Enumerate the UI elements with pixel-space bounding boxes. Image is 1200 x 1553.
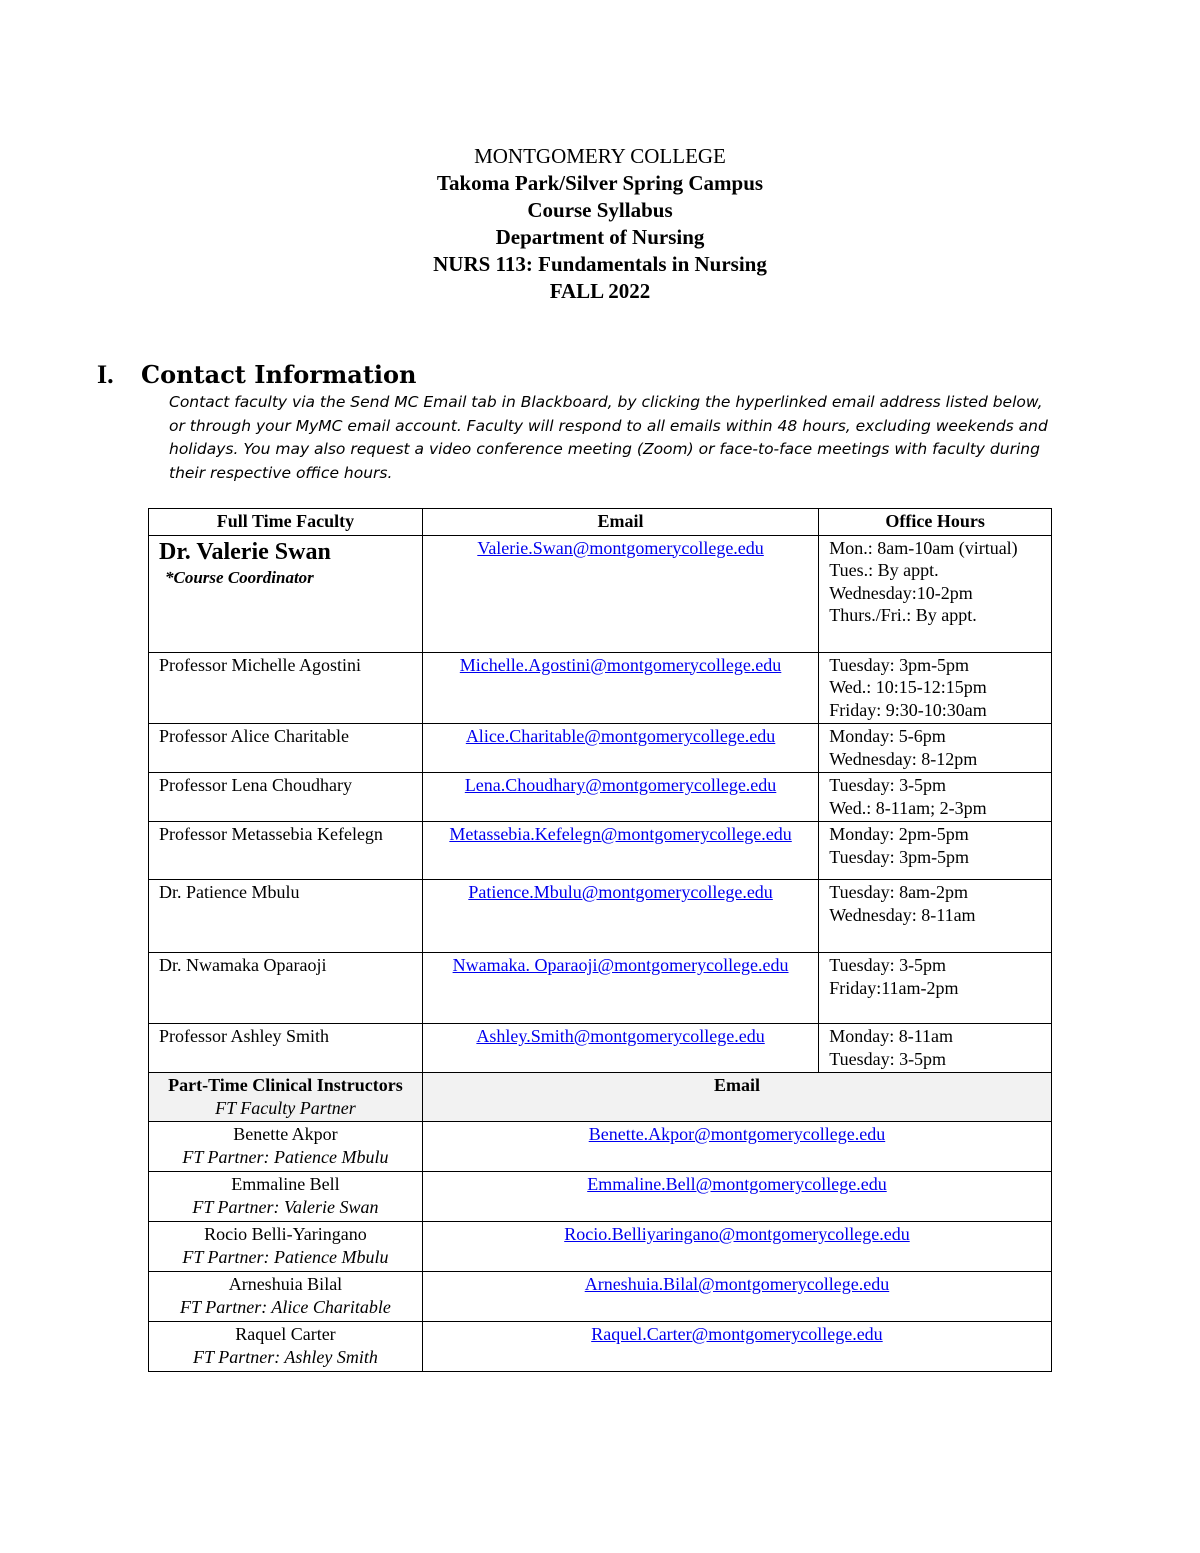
- faculty-hours-cell: [819, 773, 1052, 822]
- instructor-email-link[interactable]: Benette.Akpor@montgomerycollege.edu: [588, 1124, 886, 1144]
- office-hours-line: Monday: 8-11am: [829, 1026, 954, 1046]
- office-hours-line: Wednesday:10-2pm: [829, 582, 973, 603]
- contact-instructions: Contact faculty via the Send MC Email tab in Blackboard, by clicking the hyperlinked email address listed below, or through your MyMC email account. Faculty will respond to all emails within 48 hours, excluding weekends and holidays. You may also request a video conference meeting (Zoom) or face-to-face meetings with faculty during their respective office hours.: [169, 393, 1048, 482]
- instructor-partner: FT Partner: Patience Mbulu: [182, 1246, 389, 1267]
- faculty-table: [148, 508, 1052, 1372]
- part-time-header-row: [149, 1073, 1052, 1122]
- course-title: NURS 113: Fundamentals in Nursing: [433, 252, 767, 276]
- instructor-partner: FT Partner: Ashley Smith: [193, 1346, 378, 1367]
- office-hours-line: Monday: 2pm-5pm: [829, 824, 969, 844]
- office-hours-line: Tuesday: 3-5pm: [829, 775, 947, 795]
- faculty-email-cell: [422, 1024, 818, 1073]
- office-hours-line: Wednesday: 8-12pm: [829, 748, 978, 769]
- office-hours-line: Tuesday: 8am-2pm: [829, 882, 969, 902]
- office-hours-line: Wednesday: 8-11am: [829, 904, 976, 925]
- faculty-name: Professor Metassebia Kefelegn: [159, 824, 383, 844]
- part-time-row: [149, 1322, 1052, 1372]
- instructor-email-cell: [422, 1172, 1051, 1222]
- faculty-hours-cell: [819, 1024, 1052, 1073]
- office-hours-line: Friday: 9:30-10:30am: [829, 699, 987, 720]
- instructor-cell: [149, 1172, 423, 1222]
- instructor-partner: FT Partner: Patience Mbulu: [182, 1146, 389, 1167]
- section-heading: [97, 360, 417, 390]
- faculty-row: [149, 724, 1052, 773]
- office-hours-line: Friday:11am-2pm: [829, 977, 959, 998]
- part-time-header-subtitle: FT Faculty Partner: [215, 1097, 356, 1118]
- part-time-email-header: [422, 1073, 1051, 1122]
- coordinator-email-cell: [422, 535, 818, 652]
- faculty-email-cell: [422, 652, 818, 724]
- faculty-email-cell: [422, 724, 818, 773]
- faculty-name: Professor Lena Choudhary: [159, 775, 352, 795]
- office-hours-line: Tues.: By appt.: [829, 560, 939, 580]
- office-hours-line: Wed.: 10:15-12:15pm: [829, 677, 987, 697]
- faculty-row: [149, 822, 1052, 880]
- coordinator-name: Dr. Valerie Swan: [159, 538, 331, 565]
- instructor-email-cell: [422, 1122, 1051, 1172]
- faculty-email-cell: [422, 953, 818, 1024]
- instructor-email-link[interactable]: Raquel.Carter@montgomerycollege.edu: [591, 1324, 883, 1344]
- instructor-email-link[interactable]: Rocio.Belliyaringano@montgomerycollege.edu: [564, 1224, 910, 1244]
- faculty-name-cell: [149, 724, 423, 773]
- part-time-row: [149, 1122, 1052, 1172]
- faculty-row: [149, 880, 1052, 953]
- part-time-header-title: Part-Time Clinical Instructors: [168, 1075, 403, 1095]
- faculty-hours-cell: [819, 724, 1052, 773]
- coordinator-name-cell: [149, 535, 423, 652]
- office-hours-line: Tuesday: 3-5pm: [829, 955, 947, 975]
- campus-name: Takoma Park/Silver Spring Campus: [436, 171, 764, 195]
- term: FALL 2022: [549, 279, 651, 303]
- office-hours-line: Tuesday: 3pm-5pm: [829, 654, 970, 675]
- faculty-email-link[interactable]: Nwamaka. Oparaoji@montgomerycollege.edu: [452, 955, 789, 975]
- faculty-email-cell: [422, 822, 818, 880]
- table-header-row: [149, 509, 1052, 536]
- part-time-row: [149, 1222, 1052, 1272]
- instructor-cell: [149, 1272, 423, 1322]
- faculty-row: [149, 1024, 1052, 1073]
- faculty-hours-cell: [819, 953, 1052, 1024]
- instructor-name: Rocio Belli-Yaringano: [204, 1224, 367, 1244]
- faculty-email-link[interactable]: Metassebia.Kefelegn@montgomerycollege.edu: [449, 824, 792, 844]
- section-title: Contact Information: [141, 360, 417, 389]
- faculty-name-cell: [149, 822, 423, 880]
- faculty-email-link[interactable]: Alice.Charitable@montgomerycollege.edu: [465, 726, 776, 746]
- office-hours-line: Tuesday: 3-5pm: [829, 1048, 947, 1069]
- instructor-partner: FT Partner: Valerie Swan: [192, 1196, 379, 1217]
- part-time-header-cell: [149, 1073, 423, 1122]
- section-number: I.: [97, 360, 114, 389]
- faculty-name-cell: [149, 773, 423, 822]
- faculty-name: Professor Ashley Smith: [159, 1026, 330, 1046]
- part-time-email-label: Email: [713, 1075, 760, 1095]
- header-email: Email: [422, 509, 818, 536]
- faculty-name: Dr. Nwamaka Oparaoji: [159, 955, 327, 975]
- instructor-partner: FT Partner: Alice Charitable: [180, 1296, 391, 1317]
- faculty-row: [149, 652, 1052, 724]
- faculty-name-cell: [149, 880, 423, 953]
- department-name: Department of Nursing: [495, 225, 705, 249]
- faculty-email-link[interactable]: Lena.Choudhary@montgomerycollege.edu: [464, 775, 777, 795]
- faculty-name-cell: [149, 953, 423, 1024]
- document-type: Course Syllabus: [527, 198, 673, 222]
- coordinator-role: *Course Coordinator: [165, 567, 314, 587]
- part-time-row: [149, 1172, 1052, 1222]
- faculty-name-cell: [149, 652, 423, 724]
- office-hours-line: Thurs./Fri.: By appt.: [829, 605, 977, 625]
- coordinator-hours-cell: [819, 535, 1052, 652]
- faculty-hours-cell: [819, 880, 1052, 953]
- faculty-email-link[interactable]: Ashley.Smith@montgomerycollege.edu: [476, 1026, 765, 1046]
- faculty-hours-cell: [819, 822, 1052, 880]
- office-hours-line: Tuesday: 3pm-5pm: [829, 846, 970, 867]
- instructor-email-link[interactable]: Arneshuia.Bilal@montgomerycollege.edu: [584, 1274, 890, 1294]
- part-time-row: [149, 1272, 1052, 1322]
- faculty-name: Dr. Patience Mbulu: [159, 882, 300, 902]
- instructor-name: Benette Akpor: [233, 1124, 338, 1144]
- header-full-time-faculty: Full Time Faculty: [149, 509, 423, 536]
- faculty-row: [149, 953, 1052, 1024]
- faculty-email-link[interactable]: Michelle.Agostini@montgomerycollege.edu: [459, 654, 782, 675]
- faculty-email-cell: [422, 773, 818, 822]
- header-office-hours: Office Hours: [819, 509, 1052, 536]
- office-hours-line: Wed.: 8-11am; 2-3pm: [829, 797, 987, 818]
- office-hours-line: Monday: 5-6pm: [829, 726, 946, 746]
- office-hours-line: Mon.: 8am-10am (virtual): [829, 537, 1018, 558]
- faculty-hours-cell: [819, 652, 1052, 724]
- instructor-email-cell: [422, 1272, 1051, 1322]
- instructor-name: Emmaline Bell: [231, 1174, 340, 1194]
- instructor-cell: [149, 1222, 423, 1272]
- faculty-name: Professor Michelle Agostini: [159, 654, 361, 675]
- instructor-email-cell: [422, 1322, 1051, 1372]
- document-header: [0, 143, 1200, 305]
- coordinator-email-link[interactable]: Valerie.Swan@montgomerycollege.edu: [477, 537, 764, 558]
- faculty-row: [149, 773, 1052, 822]
- instructor-name: Raquel Carter: [235, 1324, 336, 1344]
- instructor-name: Arneshuia Bilal: [228, 1274, 343, 1294]
- college-name: MONTGOMERY COLLEGE: [474, 144, 726, 168]
- instructor-cell: [149, 1322, 423, 1372]
- faculty-email-link[interactable]: Patience.Mbulu@montgomerycollege.edu: [468, 882, 773, 902]
- coordinator-row: [149, 535, 1052, 652]
- faculty-email-cell: [422, 880, 818, 953]
- instructor-email-link[interactable]: Emmaline.Bell@montgomerycollege.edu: [587, 1174, 887, 1194]
- faculty-name-cell: [149, 1024, 423, 1073]
- faculty-name: Professor Alice Charitable: [159, 726, 349, 746]
- instructor-email-cell: [422, 1222, 1051, 1272]
- instructor-cell: [149, 1122, 423, 1172]
